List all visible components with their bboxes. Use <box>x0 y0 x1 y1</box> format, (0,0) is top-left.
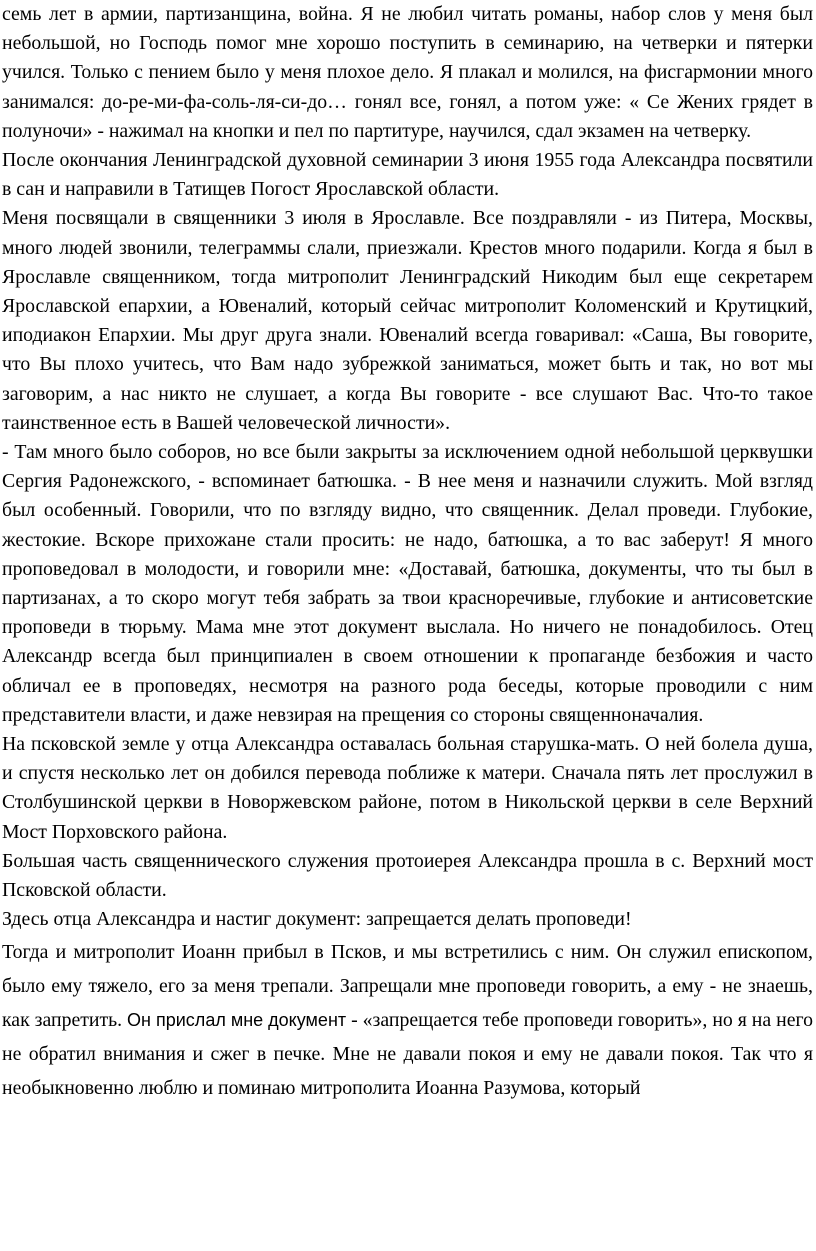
paragraph-sermons: - Там много было соборов, но все были закрыты за исключением одной небольшой церквушки Сергия Радонежского, - вспоминает батюшка. - В нее меня и назначили служить. Мой взгляд был особенный. Говорили, что по взгляду видно, что священник. Делал проведи. Глубокие, жестокие. Вскоре прихожане стали просить: не надо, батюшка, а то вас заберут! Я много проповедовал в молодости, и говорили мне: «Доставай, батюшка, документы, что ты был в партизанах, а то скоро могут тебя забрать за твои красноречивые, глубокие и антисоветские проповеди в тюрьму. Мама мне этот документ выслала. Но ничего не понадобилось. Отец Александр всегда был принципиален в своем отношении к пропаганде безбожия и часто обличал ее в проповедях, несмотря на разного рода беседы, которые проводили с ним представители власти, и даже невзирая на прещения со стороны священноначалия. <box>2 441 813 726</box>
paragraph-verkhniy-most: Большая часть священнического служения протоиерея Александра прошла в с. Верхний мост Псковской области. <box>2 849 813 902</box>
paragraph-yaroslavl: Меня посвящали в священники 3 июля в Ярославле. Все поздравляли - из Питера, Москвы, много людей звонили, телеграммы слали, приезжали. Крестов много подарили. Когда я был в Ярославле священником, тогда митрополит Ленинградский Никодим был еще секретарем Ярославской епархии, а Ювеналий, который сейчас митрополит Коломенский и Крутицкий, иподиакон Епархии. Мы друг друга знали. Ювеналий всегда говаривал: «Саша, Вы говорите, что Вы плохо учитесь, что Вам надо зубрежкой заниматься, может быть и так, но вот мы заговорим, а нас никто не слушает, а когда Вы говорите - все слушают Вас. Что-то такое таинственное есть в Вашей человеческой личности». <box>2 207 813 434</box>
paragraph-text-part: Тогда и митрополит Иоанн прибыл в Псков, и мы встретились с ним. Он служил епископом, было ему тяжело, его за меня трепали. Запрещали мне проповеди говорить, а ему - не знаешь, как запретить. <box>2 940 813 1031</box>
paragraph-text-part-sans: Он прислал мне документ <box>127 1009 347 1030</box>
paragraph-army-seminary: семь лет в армии, партизанщина, война. Я не любил читать романы, набор слов у меня был небольшой, но Господь помог мне хорошо поступить в семинарию, на четверки и пятерки учился. Только с пением было у меня плохое дело. Я плакал и молился, на фисгармонии много занимался: до-ре-ми-фа-соль-ля-си-до… гонял все, гонял, а потом уже: « Се Жених грядет в полуночи» - нажимал на кнопки и пел по партитуре, научился, сдал экзамен на четверку. <box>2 3 813 142</box>
paragraph-ordination: После окончания Ленинградской духовной семинарии 3 июня 1955 года Александра посвятили в сан и направили в Татищев Погост Ярославской области. <box>2 149 813 201</box>
paragraph-document-ban: Здесь отца Александра и настиг документ: запрещается делать проповеди! <box>2 908 632 931</box>
paragraph-metropolitan-ioann <box>2 935 813 1105</box>
paragraph-text-part: - «запрещается тебе проповеди говорить», но я на него не обратил внимания и сжег в печке. Мне не давали покоя и ему не давали покоя. Так что я необыкновенно люблю и поминаю митрополита Иоанна Разумова, который <box>2 1008 814 1099</box>
paragraph-pskov-land: На псковской земле у отца Александра оставалась больная старушка-мать. О ней болела душа, и спустя несколько лет он добился перевода поближе к матери. Сначала пять лет прослужил в Столбушинской церкви в Новоржевском районе, потом в Никольской церкви в селе Верхний Мост Порховского района. <box>2 733 813 843</box>
